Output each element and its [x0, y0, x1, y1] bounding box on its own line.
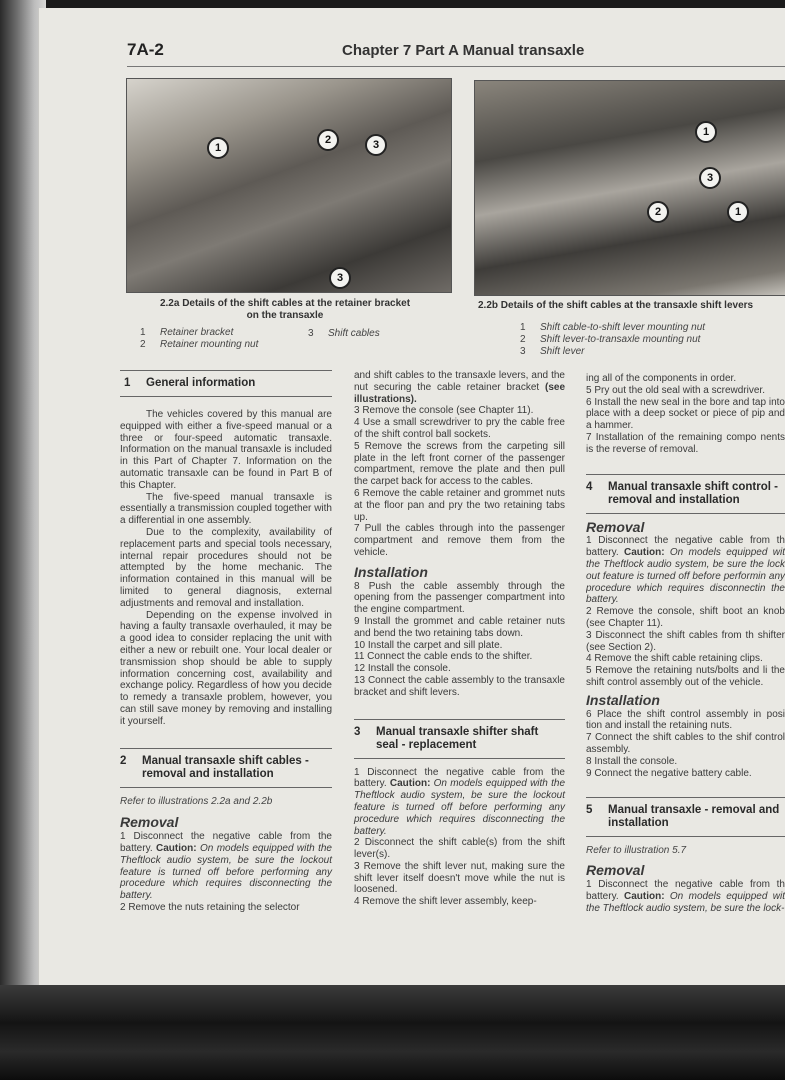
section-rule [354, 719, 565, 720]
legend-item: 3 Shift lever [520, 346, 585, 357]
step: 7 Installation of the remaining compo nents is the reverse of removal. [586, 431, 785, 455]
callout-3: 3 [699, 167, 721, 189]
step-1: 1 Disconnect the negative cable from th battery. Caution: On models equipped wit the Theftlock audio system, be sure the lock- [586, 878, 785, 914]
continued-paragraph: and shift cables to the transaxle levers, and the nut securing the cable retainer bracket (see illustrations). [354, 370, 565, 405]
step: 13 Connect the cable assembly to the transaxle bracket and shift levers. [354, 674, 565, 698]
continued-paragraph: ing all of the components in order. [586, 373, 737, 384]
column-1 [120, 370, 332, 914]
figure-2-2a-photo [126, 78, 452, 293]
section-2-heading: 2 Manual transaxle shift cables - removal and installation [120, 754, 309, 780]
caption-line-1: 2.2a Details of the shift cables at the retainer bracket [159, 298, 411, 309]
callout-1: 1 [207, 137, 229, 159]
section-rule [120, 748, 332, 749]
callout-2: 2 [317, 129, 339, 151]
step: 6 Place the shift control assembly in posi tion and install the retaining nuts. [586, 708, 785, 732]
step: 5 Remove the retaining nuts/bolts and li the shift control assembly out of the vehicle. [586, 665, 785, 688]
step-2: 2 Remove the nuts retaining the selector [120, 901, 300, 913]
removal-heading: Removal [586, 862, 645, 879]
legend-item: 2 Retainer mounting nut [140, 339, 259, 350]
step: 11 Connect the cable ends to the shifter. [354, 651, 533, 663]
bottom-shadow [0, 985, 785, 1080]
step: 10 Install the carpet and sill plate. [354, 639, 503, 651]
step: 4 Use a small screwdriver to pry the cable free of the shift control ball sockets. [354, 417, 565, 440]
step-1: 1 Disconnect the negative cable from the battery. Caution: On models equipped with the Theftlock audio system, be sure the lockout feature is turned off before performing any procedure which requires disconnecting the battery. [354, 766, 566, 837]
legend-item: 2 Shift lever-to-transaxle mounting nut [520, 334, 701, 345]
step: 7 Pull the cables through into the passenger compartment and remove them from the vehicle. [354, 523, 565, 558]
callout-3: 3 [365, 134, 387, 156]
legend-item: 1 Retainer bracket [140, 327, 234, 338]
section-rule [586, 797, 785, 798]
callout-2: 2 [647, 201, 669, 223]
section-rule [586, 474, 785, 475]
step: 4 Remove the shift cable retaining clips. [586, 653, 763, 665]
section-rule [354, 758, 565, 759]
step: 4 Remove the shift lever assembly, keep- [354, 896, 537, 908]
column-2 [354, 370, 565, 908]
step: 8 Push the cable assembly through the opening from the passenger compartment into the engine compartment. [354, 580, 565, 616]
step: 12 Install the console. [354, 663, 451, 675]
section-rule [586, 836, 785, 837]
step: 5 Remove the screws from the carpeting sill plate in the left front corner of the passenger compartment, remove the plate and then pull the carpet back for access to the cables. [354, 440, 565, 488]
figure-2-2a-legend [140, 327, 300, 351]
running-header: Chapter 7 Part A Manual transaxle [342, 42, 585, 59]
step: 9 Connect the negative battery cable. [586, 767, 752, 779]
step-1: 1 Disconnect the negative cable from the battery. Caution: On models equipped with the Theftlock audio system, be sure the lockout feature is turned off before performing any procedure which requires disconnecting the battery. [120, 831, 332, 902]
figure-2-2a-caption [140, 298, 430, 322]
section-rule [120, 787, 332, 788]
section-4-heading: 4 Manual transaxle shift control - removal and installation [586, 480, 778, 506]
paragraph: The vehicles covered by this manual are equipped with either a five-speed manual or a three or four-speed automatic transaxle. Information on the manual transaxle is included in this Part of Chapter 7. Information on the automatic transaxle can be found in Part B of this Chapter. [120, 409, 332, 491]
page-number: 7A-2 [127, 40, 164, 59]
legend-item: 1 Shift cable-to-shift lever mounting nut [520, 322, 706, 333]
step-1: 1 Disconnect the negative cable from th battery. Caution: On models equipped wit the Theftlock audio system, be sure the lock out feature is turned off before performin any procedure which requires disconnectin the battery. [586, 535, 785, 606]
step: 7 Connect the shift cables to the shif control assembly. [586, 732, 785, 755]
removal-heading: Removal [120, 814, 179, 831]
callout-3b: 3 [329, 267, 351, 289]
callout-1b: 1 [727, 201, 749, 223]
section-5-heading: 5 Manual transaxle - removal and installation [586, 804, 780, 830]
step: 6 Remove the cable retainer and grommet nuts at the floor pan and pry the two retaining tabs up. [354, 487, 565, 523]
header-rule [127, 66, 785, 67]
step: 3 Remove the console (see Chapter 11). [354, 405, 534, 417]
section-rule [120, 396, 332, 397]
paragraph: Due to the complexity, availability of replacement parts and special tools necessary, internal repair procedures should not be attempted by the home mechanic. The information contained in this manual will be limited to general diagnosis, external adjustments and removal and installation. [120, 526, 332, 609]
figure-2-2b-legend [520, 322, 780, 358]
step: 3 Disconnect the shift cables from th shifter (see Section 2). [586, 629, 785, 653]
paragraph: The five-speed manual transaxle is essentially a transmission coupled together with a differential in one assembly. [120, 491, 332, 527]
section-1-heading: 1 General information [124, 377, 256, 389]
step: 2 Disconnect the shift cable(s) from the shift lever(s). [354, 837, 565, 861]
figure-2-2b-caption: 2.2b Details of the shift cables at the transaxle shift levers [478, 300, 754, 311]
step: 8 Install the console. [586, 755, 678, 767]
step: 6 Install the new seal in the bore and tap into place with a deep socket or piece of pip and a hammer. [586, 396, 785, 432]
section-3-heading: 3 Manual transaxle shifter shaft seal - replacement [354, 725, 539, 751]
illustration-reference: Refer to illustrations 2.2a and 2.2b [120, 795, 273, 807]
figure-2-2b-photo [474, 80, 785, 296]
figure-2-2a-legend-col2 [308, 328, 428, 340]
removal-heading: Removal [586, 518, 645, 535]
step: 2 Remove the console, shift boot an knob (see Chapter 11). [586, 606, 785, 629]
legend-item: 3 Shift cables [308, 328, 380, 339]
section-rule [120, 370, 332, 371]
step: 9 Install the grommet and cable retainer nuts and bend the two retaining tabs down. [354, 615, 565, 639]
caption-line-2: on the transaxle [246, 310, 324, 321]
column-3 [586, 373, 785, 914]
installation-heading: Installation [586, 691, 660, 708]
installation-heading: Installation [354, 563, 428, 580]
step: 5 Pry out the old seal with a screwdriver. [586, 384, 765, 396]
callout-1: 1 [695, 121, 717, 143]
section-rule [586, 513, 785, 514]
illustration-reference: Refer to illustration 5.7 [586, 845, 687, 857]
paragraph: Depending on the expense involved in having a faulty transaxle overhauled, it may be a good idea to consider replacing the unit with either a new or rebuilt one. Your local dealer or transmission shop should be able to supply information concerning cost, availability and exchange policy. Regardless of how you decide to remedy a transaxle problem, however, you can still save money by removing and installing it yourself. [120, 609, 332, 727]
step: 3 Remove the shift lever nut, making sure the shift lever itself doesn't move while the nut is loosened. [354, 860, 565, 896]
